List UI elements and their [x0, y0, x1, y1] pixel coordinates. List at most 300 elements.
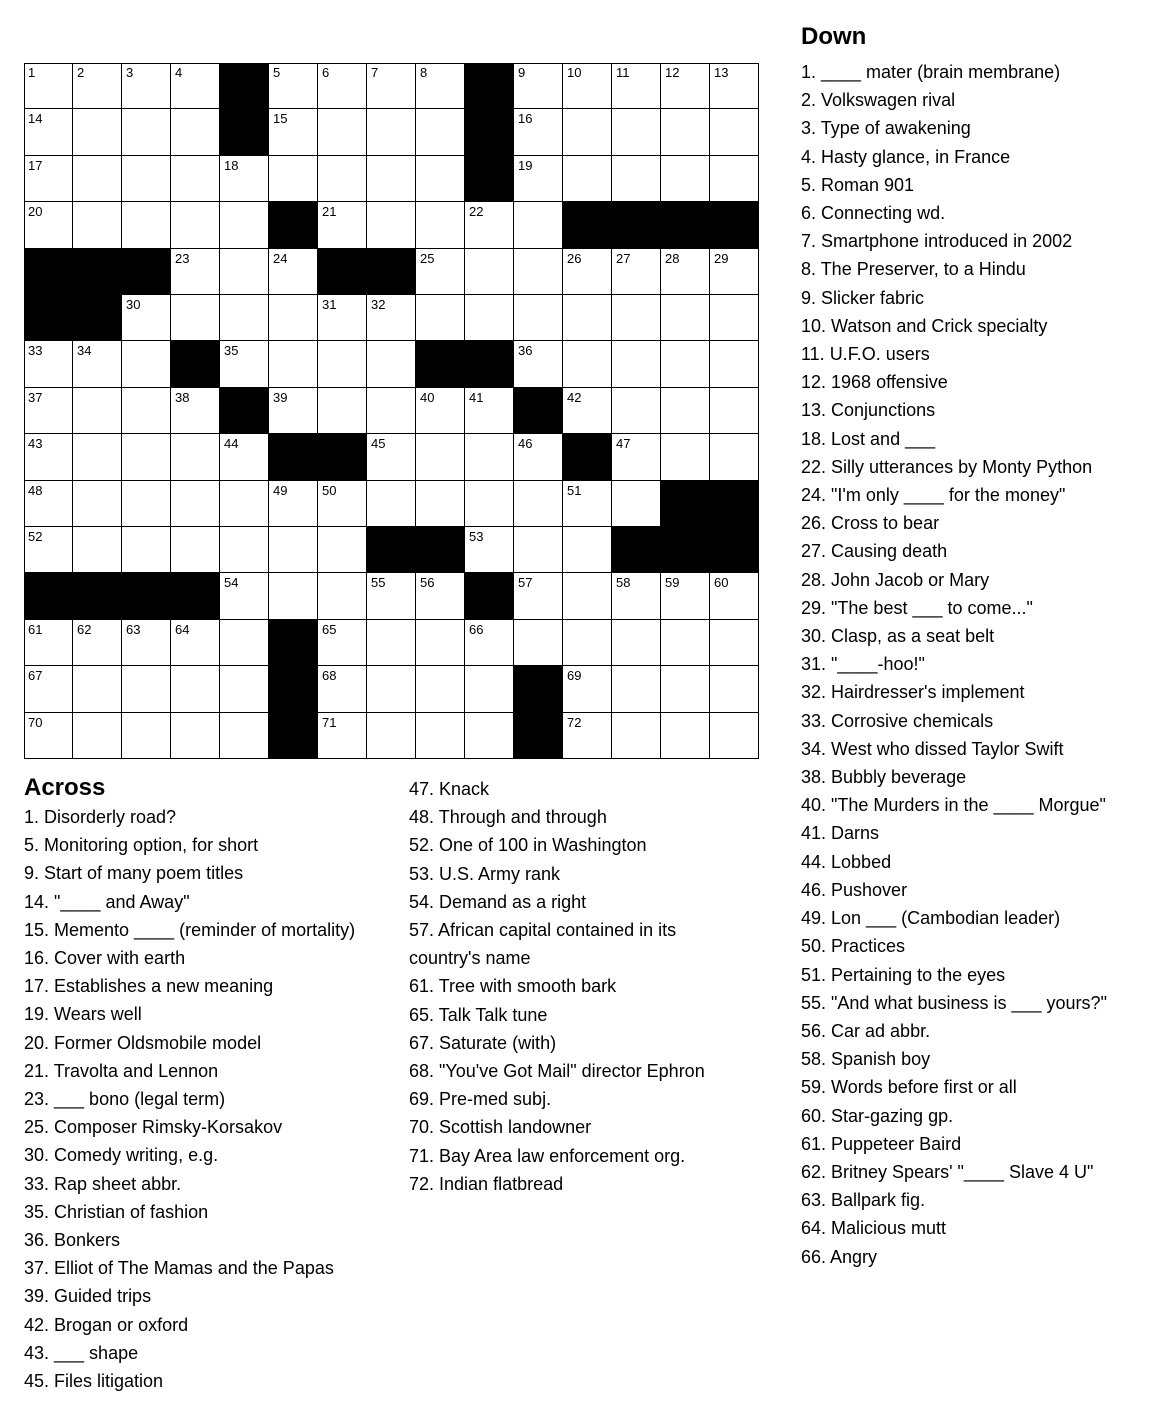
grid-cell[interactable]: [465, 434, 514, 480]
cell-number: 25: [420, 250, 435, 266]
grid-cell[interactable]: [612, 666, 661, 712]
grid-cell[interactable]: [24, 713, 73, 759]
grid-cell[interactable]: [220, 295, 269, 341]
grid-cell[interactable]: [318, 388, 367, 434]
grid-cell[interactable]: [416, 109, 465, 155]
grid-cell[interactable]: [220, 202, 269, 248]
grid-cell[interactable]: [171, 109, 220, 155]
grid-cell[interactable]: [661, 156, 710, 202]
clue-item: 22. Silly utterances by Monty Python: [801, 456, 1093, 477]
grid-cell[interactable]: [24, 388, 73, 434]
black-square: [122, 573, 171, 619]
grid-cell[interactable]: [269, 341, 318, 387]
cell-number: 5: [273, 65, 281, 80]
clue-item: 2. Volkswagen rival: [801, 90, 956, 111]
cell-number: 8: [420, 65, 428, 80]
grid-cell[interactable]: [710, 434, 759, 480]
grid-cell[interactable]: [171, 527, 220, 573]
grid-cell[interactable]: [220, 156, 269, 202]
clue-item: 31. "____-hoo!": [801, 654, 925, 675]
clue-item: 9. Slicker fabric: [801, 287, 925, 308]
grid-cell[interactable]: [563, 341, 612, 387]
grid-cell[interactable]: [73, 156, 122, 202]
grid-cell[interactable]: [171, 481, 220, 527]
grid-cell[interactable]: [661, 666, 710, 712]
grid-cell[interactable]: [416, 156, 465, 202]
cell-number: 6: [322, 65, 330, 80]
black-square: [73, 295, 122, 341]
black-square: [269, 713, 318, 759]
grid-cell[interactable]: [367, 434, 416, 480]
grid-cell[interactable]: [318, 341, 367, 387]
cell-number: 63: [126, 621, 141, 637]
cell-number: 21: [322, 204, 337, 220]
grid-cell[interactable]: [171, 156, 220, 202]
grid-cell[interactable]: [73, 666, 122, 712]
grid-cell[interactable]: [220, 666, 269, 712]
grid-cell[interactable]: [612, 156, 661, 202]
grid-cell[interactable]: [563, 109, 612, 155]
black-square: [563, 434, 612, 480]
grid-cell[interactable]: [465, 713, 514, 759]
grid-cell[interactable]: [73, 713, 122, 759]
grid-cell[interactable]: [661, 713, 710, 759]
clue-item: 24. "I'm only ____ for the money": [801, 485, 1066, 506]
grid-cell[interactable]: [710, 388, 759, 434]
black-square: [563, 202, 612, 248]
grid-cell[interactable]: [367, 295, 416, 341]
cell-number: 12: [665, 65, 680, 80]
cell-number: 36: [518, 343, 533, 359]
grid-cell[interactable]: [465, 481, 514, 527]
grid-cell[interactable]: [122, 666, 171, 712]
grid-cell[interactable]: [710, 109, 759, 155]
clue-item: 38. Bubbly beverage: [801, 767, 967, 788]
grid-cell[interactable]: [563, 249, 612, 295]
grid-cell[interactable]: [24, 666, 73, 712]
grid-cell[interactable]: [367, 202, 416, 248]
grid-cell[interactable]: [122, 481, 171, 527]
clue-item: 12. 1968 offensive: [801, 372, 948, 393]
grid-cell[interactable]: [416, 249, 465, 295]
grid-cell[interactable]: [416, 666, 465, 712]
clue-item: 3. Type of awakening: [801, 118, 971, 139]
grid-cell[interactable]: [367, 713, 416, 759]
grid-cell[interactable]: [269, 249, 318, 295]
cell-number: 56: [420, 575, 435, 591]
grid-cell[interactable]: [318, 202, 367, 248]
grid-cell[interactable]: [220, 341, 269, 387]
grid-cell[interactable]: [269, 481, 318, 527]
clue-item: 16. Cover with earth: [24, 948, 186, 969]
grid-cell[interactable]: [318, 713, 367, 759]
cell-number: 30: [126, 297, 141, 312]
grid-cell[interactable]: [122, 527, 171, 573]
grid-cell[interactable]: [24, 481, 73, 527]
clue-item: 5. Roman 901: [801, 174, 915, 195]
grid-cell[interactable]: [514, 341, 563, 387]
black-square: [269, 620, 318, 666]
clue-item: 39. Guided trips: [24, 1286, 152, 1307]
grid-cell[interactable]: [122, 63, 171, 109]
grid-cell[interactable]: [171, 63, 220, 109]
grid-cell[interactable]: [73, 388, 122, 434]
grid-cell[interactable]: [269, 388, 318, 434]
grid-cell[interactable]: [661, 573, 710, 619]
grid-cell[interactable]: [171, 620, 220, 666]
grid-cell[interactable]: [612, 63, 661, 109]
grid-cell[interactable]: [318, 481, 367, 527]
grid-cell[interactable]: [563, 527, 612, 573]
black-square: [24, 249, 73, 295]
grid-cell[interactable]: [563, 63, 612, 109]
across-heading: Across: [24, 774, 106, 801]
grid-cell[interactable]: [661, 341, 710, 387]
grid-cell[interactable]: [710, 666, 759, 712]
grid-cell[interactable]: [416, 713, 465, 759]
black-square: [269, 434, 318, 480]
grid-cell[interactable]: [73, 620, 122, 666]
grid-cell[interactable]: [220, 620, 269, 666]
cell-number: 9: [518, 65, 526, 80]
grid-cell[interactable]: [171, 666, 220, 712]
grid-cell[interactable]: [24, 527, 73, 573]
grid-cell[interactable]: [171, 295, 220, 341]
grid-cell[interactable]: [465, 249, 514, 295]
grid-cell[interactable]: [612, 295, 661, 341]
grid-cell[interactable]: [220, 527, 269, 573]
grid-cell[interactable]: [24, 434, 73, 480]
cell-number: 45: [371, 436, 386, 452]
grid-cell[interactable]: [710, 63, 759, 109]
black-square: [465, 341, 514, 387]
clue-item: 5. Monitoring option, for short: [24, 835, 259, 856]
grid-cell[interactable]: [367, 63, 416, 109]
grid-cell[interactable]: [661, 434, 710, 480]
grid-cell[interactable]: [710, 713, 759, 759]
black-square: [24, 295, 73, 341]
grid-cell[interactable]: [416, 388, 465, 434]
grid-cell[interactable]: [24, 202, 73, 248]
grid-cell[interactable]: [367, 341, 416, 387]
cell-number: 22: [469, 204, 484, 220]
grid-cell[interactable]: [612, 620, 661, 666]
crossword-grid: [24, 63, 759, 759]
cell-number: 49: [273, 482, 288, 498]
grid-cell[interactable]: [24, 341, 73, 387]
clue-item: 40. "The Murders in the ____ Morgue": [801, 795, 1106, 816]
grid-cell[interactable]: [612, 481, 661, 527]
cell-number: 58: [616, 575, 631, 591]
clue-item: 6. Connecting wd.: [801, 203, 946, 224]
grid-cell[interactable]: [612, 109, 661, 155]
grid-cell[interactable]: [269, 109, 318, 155]
grid-cell[interactable]: [465, 620, 514, 666]
grid-cell[interactable]: [563, 156, 612, 202]
clue-item: 21. Travolta and Lennon: [24, 1060, 219, 1081]
grid-cell[interactable]: [563, 620, 612, 666]
cell-number: 48: [28, 482, 43, 498]
grid-cell[interactable]: [367, 666, 416, 712]
clue-item: 41. Darns: [801, 823, 880, 844]
grid-cell[interactable]: [122, 202, 171, 248]
grid-cell[interactable]: [269, 295, 318, 341]
grid-cell[interactable]: [367, 481, 416, 527]
grid-cell[interactable]: [122, 388, 171, 434]
black-square: [661, 202, 710, 248]
grid-cell[interactable]: [563, 295, 612, 341]
grid-cell[interactable]: [563, 388, 612, 434]
grid-cell[interactable]: [122, 620, 171, 666]
grid-cell[interactable]: [612, 249, 661, 295]
grid-cell[interactable]: [661, 295, 710, 341]
cell-number: 46: [518, 436, 533, 452]
black-square: [710, 527, 759, 573]
grid-cell[interactable]: [563, 713, 612, 759]
grid-cell[interactable]: [73, 63, 122, 109]
clue-item: 1. ____ mater (brain membrane): [801, 62, 1061, 82]
clue-item: 50. Practices: [801, 936, 906, 957]
clue-item: 23. ___ bono (legal term): [24, 1089, 226, 1110]
cell-number: 24: [273, 250, 288, 266]
grid-cell[interactable]: [514, 434, 563, 480]
cell-number: 72: [567, 714, 582, 730]
grid-cell[interactable]: [465, 388, 514, 434]
clue-item: 56. Car ad abbr.: [801, 1020, 931, 1041]
grid-cell[interactable]: [73, 202, 122, 248]
clue-item: 59. Words before first or all: [801, 1077, 1017, 1098]
grid-cell[interactable]: [220, 713, 269, 759]
grid-cell[interactable]: [24, 109, 73, 155]
black-square: [318, 249, 367, 295]
grid-cell[interactable]: [318, 573, 367, 619]
grid-cell[interactable]: [122, 341, 171, 387]
grid-cell[interactable]: [318, 295, 367, 341]
grid-cell[interactable]: [514, 295, 563, 341]
grid-cell[interactable]: [367, 109, 416, 155]
grid-cell[interactable]: [318, 620, 367, 666]
grid-cell[interactable]: [220, 434, 269, 480]
cell-number: 20: [28, 204, 43, 220]
grid-cell[interactable]: [416, 295, 465, 341]
cell-number: 69: [567, 668, 582, 684]
cell-number: 14: [28, 111, 43, 127]
black-square: [465, 156, 514, 202]
cell-number: 10: [567, 65, 582, 80]
grid-cell[interactable]: [563, 666, 612, 712]
grid-cell[interactable]: [367, 573, 416, 619]
grid-cell[interactable]: [514, 527, 563, 573]
grid-cell[interactable]: [465, 666, 514, 712]
cell-number: 61: [28, 621, 43, 637]
clue-item: 18. Lost and ___: [801, 428, 936, 449]
grid-cell[interactable]: [661, 63, 710, 109]
grid-cell[interactable]: [416, 63, 465, 109]
clue-item: 37. Elliot of The Mamas and the Papas: [24, 1258, 334, 1279]
grid-cell[interactable]: [220, 573, 269, 619]
grid-cell[interactable]: [122, 109, 171, 155]
cell-number: 55: [371, 575, 386, 591]
grid-cell[interactable]: [318, 109, 367, 155]
clue-item: 64. Malicious mutt: [801, 1218, 947, 1239]
black-square: [367, 527, 416, 573]
clue-item: 67. Saturate (with): [409, 1032, 557, 1053]
black-square: [367, 249, 416, 295]
black-square: [73, 249, 122, 295]
black-square: [73, 573, 122, 619]
cell-number: 41: [469, 389, 484, 405]
grid-cell[interactable]: [122, 434, 171, 480]
grid-cell[interactable]: [661, 620, 710, 666]
cell-number: 26: [567, 250, 582, 266]
across-clue-list-1: [24, 803, 399, 1395]
grid-cell[interactable]: [514, 63, 563, 109]
grid-cell[interactable]: [318, 527, 367, 573]
grid-cell[interactable]: [661, 388, 710, 434]
cell-number: 4: [175, 65, 183, 80]
clue-item: 15. Memento ____ (reminder of mortality): [24, 919, 356, 940]
grid-cell[interactable]: [73, 434, 122, 480]
clue-item: 45. Files litigation: [24, 1371, 164, 1392]
grid-cell[interactable]: [318, 666, 367, 712]
grid-cell[interactable]: [710, 295, 759, 341]
grid-cell[interactable]: [122, 295, 171, 341]
across-clue-list-2: [409, 775, 739, 1198]
grid-cell[interactable]: [416, 573, 465, 619]
grid-cell[interactable]: [269, 156, 318, 202]
grid-cell[interactable]: [269, 527, 318, 573]
grid-cell[interactable]: [122, 156, 171, 202]
cell-number: 3: [126, 65, 134, 80]
grid-cell[interactable]: [612, 573, 661, 619]
grid-cell[interactable]: [73, 109, 122, 155]
grid-cell[interactable]: [171, 713, 220, 759]
cell-number: 47: [616, 436, 631, 452]
cell-number: 60: [714, 575, 729, 591]
cell-number: 37: [28, 389, 43, 405]
clue-item: 60. Star-gazing gp.: [801, 1105, 954, 1126]
grid-cell[interactable]: [710, 156, 759, 202]
grid-cell[interactable]: [612, 713, 661, 759]
grid-cell[interactable]: [465, 527, 514, 573]
cell-number: 68: [322, 668, 337, 684]
clue-item: 14. "____ and Away": [24, 891, 190, 912]
grid-cell[interactable]: [514, 620, 563, 666]
cell-number: 32: [371, 297, 386, 312]
grid-cell[interactable]: [220, 249, 269, 295]
clue-item: 52. One of 100 in Washington: [409, 835, 647, 856]
cell-number: 52: [28, 529, 43, 544]
grid-cell[interactable]: [661, 249, 710, 295]
grid-cell[interactable]: [367, 620, 416, 666]
grid-cell[interactable]: [416, 202, 465, 248]
clue-item: 70. Scottish landowner: [409, 1117, 592, 1138]
grid-cell[interactable]: [73, 481, 122, 527]
grid-cell[interactable]: [220, 481, 269, 527]
grid-cell[interactable]: [171, 434, 220, 480]
clue-item: 61. Puppeteer Baird: [801, 1133, 962, 1154]
grid-cell[interactable]: [171, 388, 220, 434]
grid-cell[interactable]: [710, 573, 759, 619]
cell-number: 59: [665, 575, 680, 591]
grid-cell[interactable]: [514, 249, 563, 295]
grid-cell[interactable]: [710, 341, 759, 387]
cell-number: 28: [665, 250, 680, 266]
grid-cell[interactable]: [416, 620, 465, 666]
cell-number: 1: [28, 65, 36, 80]
clue-item: 61. Tree with smooth bark: [409, 976, 617, 997]
cell-number: 53: [469, 529, 484, 544]
grid-cell[interactable]: [318, 63, 367, 109]
cell-number: 17: [28, 157, 43, 173]
grid-cell[interactable]: [73, 527, 122, 573]
grid-cell[interactable]: [416, 434, 465, 480]
cell-number: 2: [77, 65, 85, 80]
grid-cell[interactable]: [710, 249, 759, 295]
clue-item: 42. Brogan or oxford: [24, 1314, 189, 1335]
grid-cell[interactable]: [269, 63, 318, 109]
grid-cell[interactable]: [563, 573, 612, 619]
grid-cell[interactable]: [661, 109, 710, 155]
grid-cell[interactable]: [563, 481, 612, 527]
grid-cell[interactable]: [269, 573, 318, 619]
clue-item: 72. Indian flatbread: [409, 1173, 564, 1194]
clue-item: 48. Through and through: [409, 807, 607, 828]
black-square: [514, 713, 563, 759]
grid-cell[interactable]: [367, 156, 416, 202]
grid-cell[interactable]: [465, 295, 514, 341]
grid-cell[interactable]: [24, 156, 73, 202]
clue-item: 8. The Preserver, to a Hindu: [801, 259, 1026, 280]
grid-cell[interactable]: [514, 156, 563, 202]
grid-cell[interactable]: [514, 109, 563, 155]
grid-cell[interactable]: [367, 388, 416, 434]
clue-item: 32. Hairdresser's implement: [801, 682, 1025, 703]
grid-cell[interactable]: [318, 156, 367, 202]
grid-cell[interactable]: [514, 481, 563, 527]
grid-cell[interactable]: [710, 620, 759, 666]
black-square: [171, 341, 220, 387]
cell-number: 15: [273, 111, 288, 127]
clue-item: 17. Establishes a new meaning: [24, 976, 274, 997]
grid-cell[interactable]: [612, 434, 661, 480]
grid-cell[interactable]: [73, 341, 122, 387]
grid-cell[interactable]: [24, 63, 73, 109]
clue-item: 51. Pertaining to the eyes: [801, 964, 1006, 985]
black-square: [612, 527, 661, 573]
grid-cell[interactable]: [514, 573, 563, 619]
grid-cell[interactable]: [612, 388, 661, 434]
grid-cell[interactable]: [24, 620, 73, 666]
grid-cell[interactable]: [514, 202, 563, 248]
clue-item: 44. Lobbed: [801, 851, 892, 872]
cell-number: 62: [77, 621, 92, 637]
grid-cell[interactable]: [416, 481, 465, 527]
black-square: [318, 434, 367, 480]
black-square: [171, 573, 220, 619]
black-square: [465, 63, 514, 109]
clue-item: 10. Watson and Crick specialty: [801, 315, 1048, 336]
grid-cell[interactable]: [122, 713, 171, 759]
grid-cell[interactable]: [612, 341, 661, 387]
grid-cell[interactable]: [171, 249, 220, 295]
grid-cell[interactable]: [171, 202, 220, 248]
clue-item: 1. Disorderly road?: [24, 807, 177, 827]
black-square: [710, 202, 759, 248]
cell-number: 42: [567, 389, 582, 405]
black-square: [220, 388, 269, 434]
grid-cell[interactable]: [465, 202, 514, 248]
